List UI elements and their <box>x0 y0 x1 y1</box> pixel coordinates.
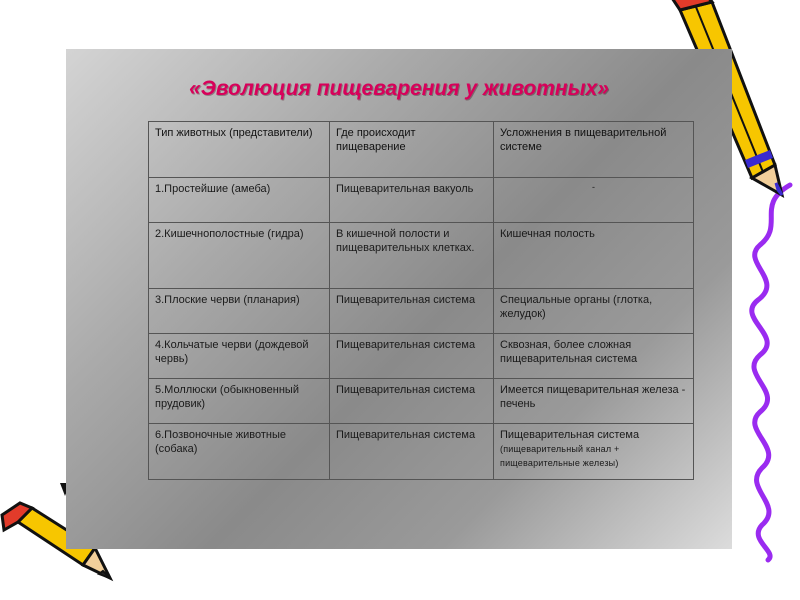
table-row <box>149 178 694 223</box>
slide-panel <box>66 49 732 549</box>
slide-title: «Эволюция пищеварения у животных» <box>189 77 609 100</box>
cell-animal-type: 6.Позвоночные животные (собака) <box>149 424 330 480</box>
table-row <box>149 334 694 379</box>
dash-text: - <box>592 182 595 192</box>
evolution-table <box>148 121 694 480</box>
table-row <box>149 379 694 424</box>
table-header-row <box>149 122 694 178</box>
header-digestion-place: Где происходит пищеварение <box>330 122 494 178</box>
cell-animal-type: 2.Кишечнополостные (гидра) <box>149 223 330 289</box>
cell-digestion-place: Пищеварительная система <box>330 424 494 480</box>
cell-digestion-place: Пищеварительная вакуоль <box>330 178 494 223</box>
table-row <box>149 223 694 289</box>
cell-complications: Кишечная полость <box>494 223 694 289</box>
table-row <box>149 424 694 480</box>
cell-digestion-place: Пищеварительная система <box>330 289 494 334</box>
cell-complications: Сквозная, более сложная пищеварительная система <box>494 334 694 379</box>
cell-digestion-place: В кишечной полости и пищеварительных клетках. <box>330 223 494 289</box>
cell-complications: Специальные органы (глотка, желудок) <box>494 289 694 334</box>
cell-digestion-place: Пищеварительная система <box>330 379 494 424</box>
cell-animal-type: 4.Кольчатые черви (дождевой червь) <box>149 334 330 379</box>
cell-animal-type: 5.Моллюски (обыкновенный прудовик) <box>149 379 330 424</box>
cell-complications-note: (пищеварительный канал + пищеварительные железы) <box>500 444 620 468</box>
cell-complications <box>494 178 694 223</box>
cell-complications-main: Пищеварительная система <box>500 429 640 441</box>
cell-animal-type: 1.Простейшие (амеба) <box>149 178 330 223</box>
cell-digestion-place: Пищеварительная система <box>330 334 494 379</box>
cell-complications <box>494 424 694 480</box>
cell-complications: Имеется пищеварительная железа - печень <box>494 379 694 424</box>
header-complications: Усложнения в пищеварительной системе <box>494 122 694 178</box>
table-row <box>149 289 694 334</box>
purple-squiggle-icon <box>752 185 790 560</box>
cell-animal-type: 3.Плоские черви (планария) <box>149 289 330 334</box>
header-animal-type: Тип животных (представители) <box>149 122 330 178</box>
